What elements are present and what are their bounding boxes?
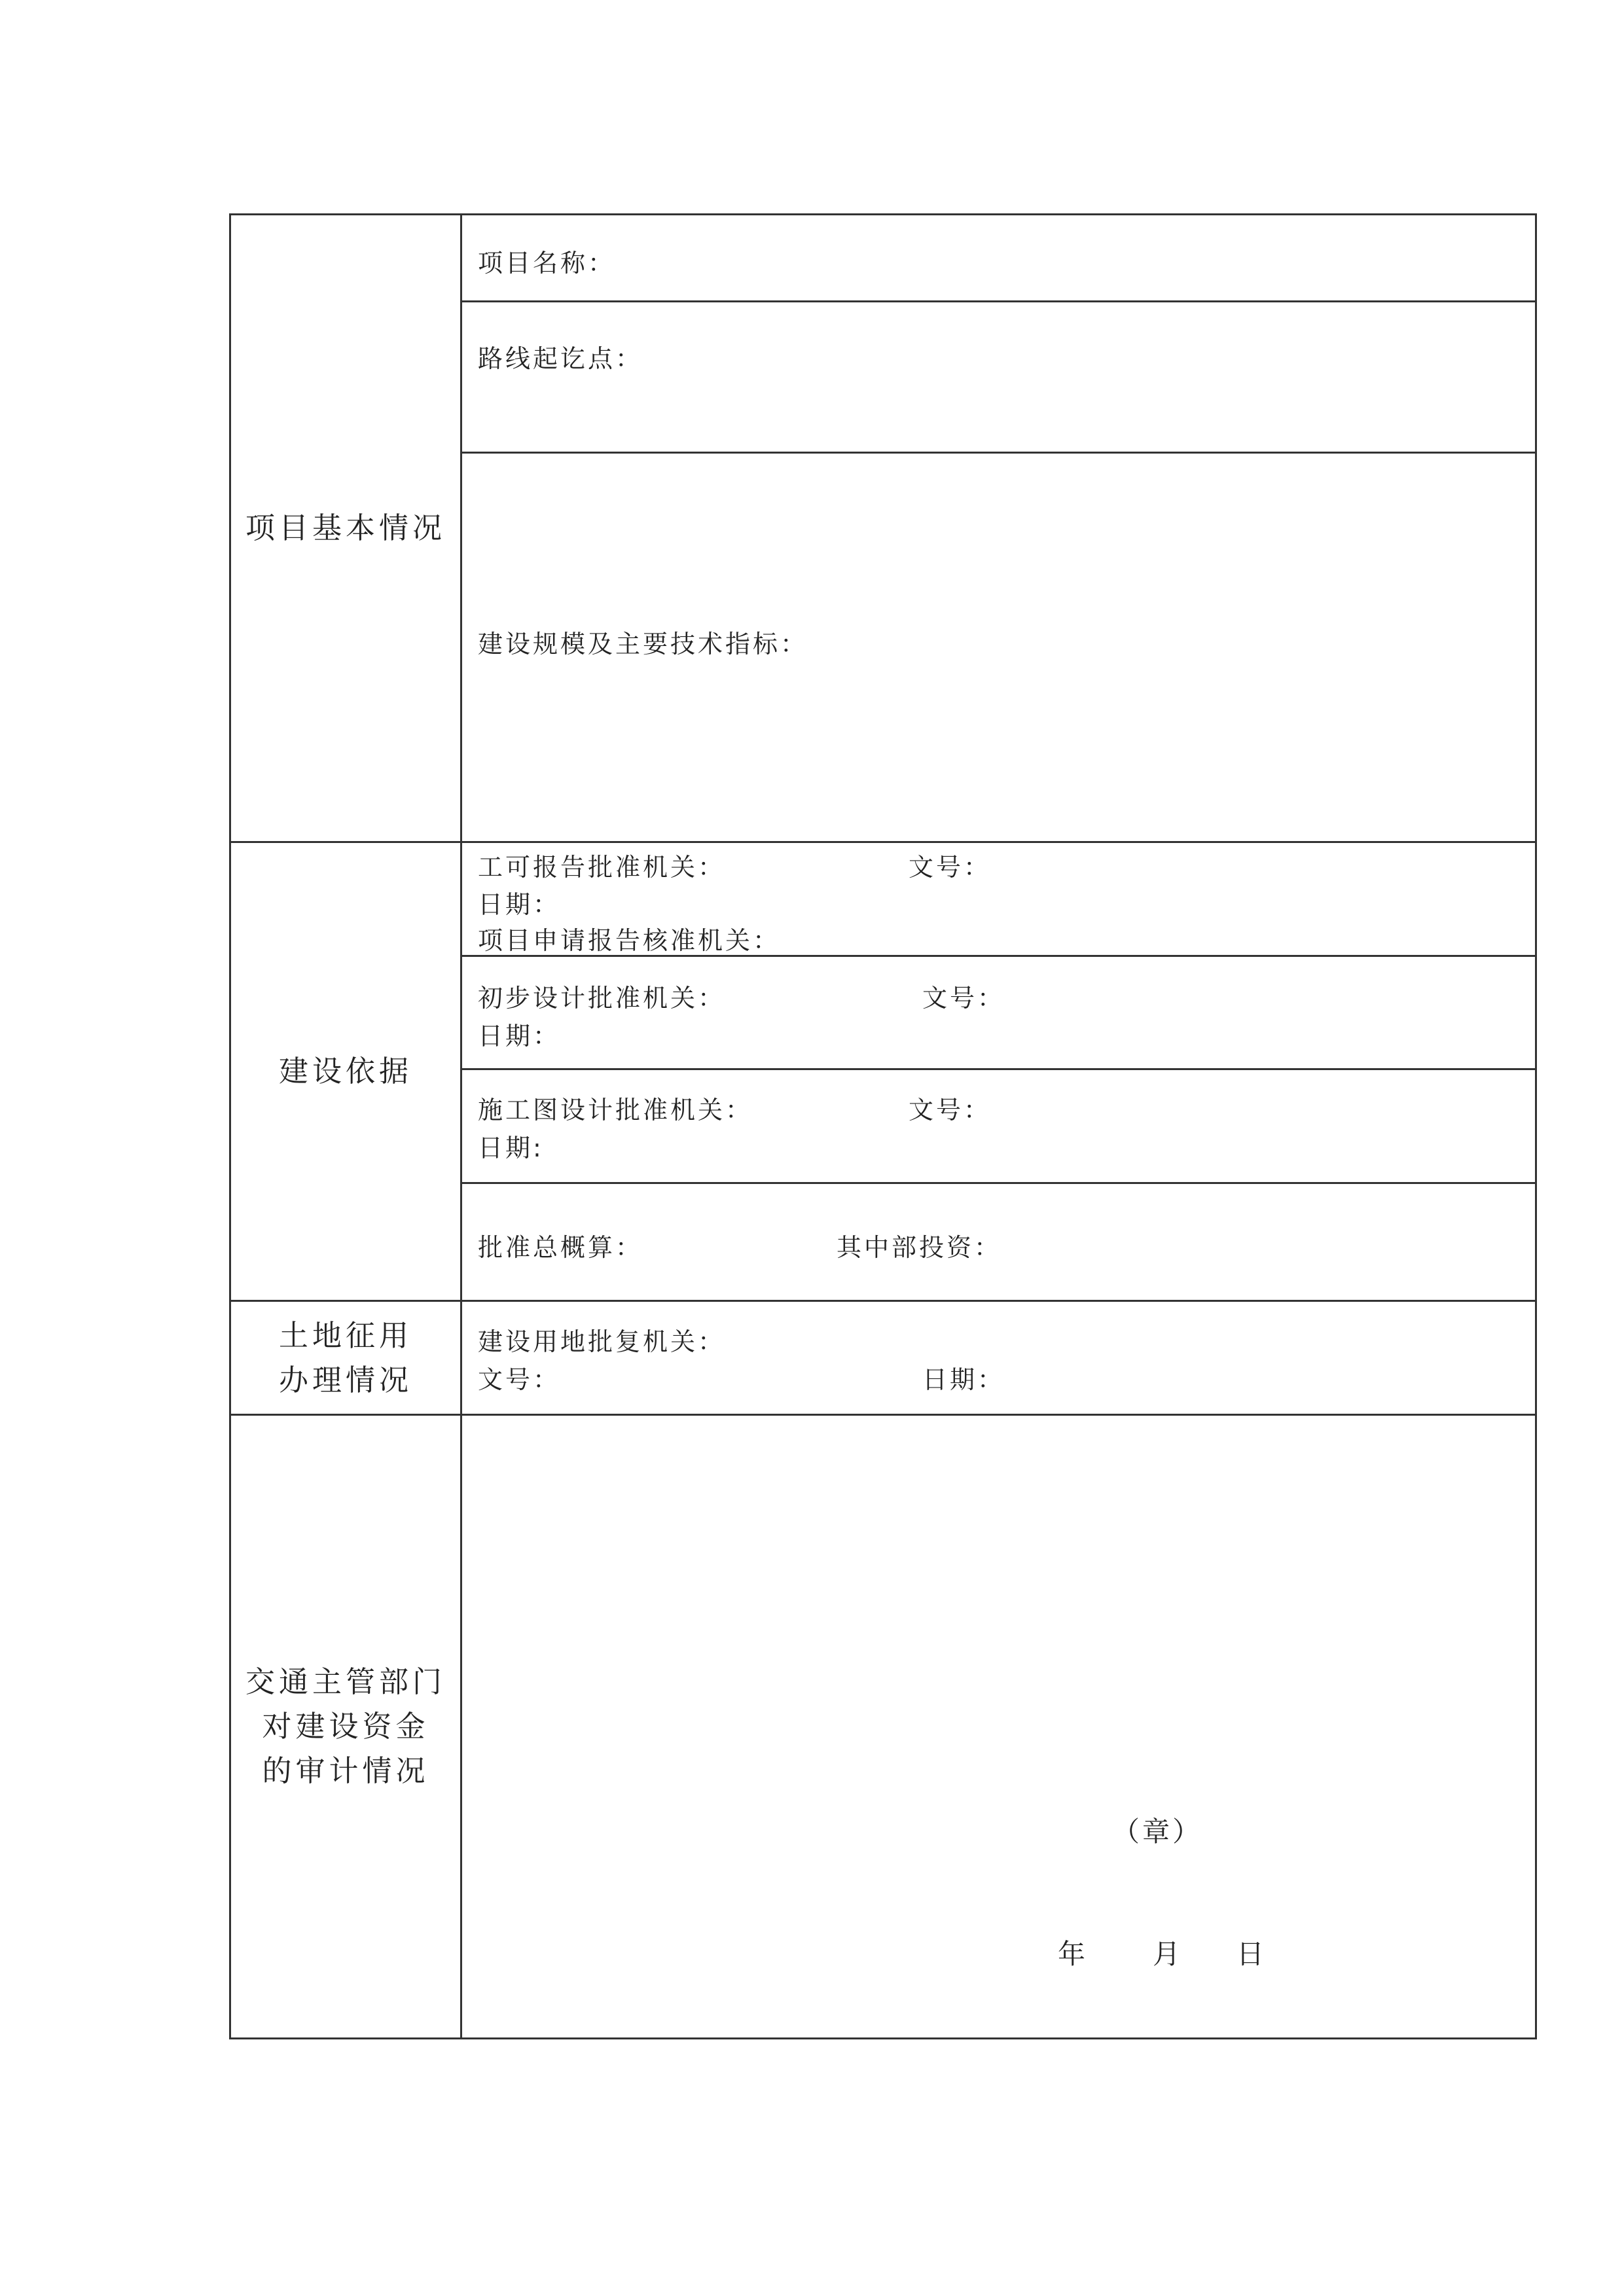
date-day-label: 日	[1236, 1938, 1267, 1970]
feasibility-cell[interactable]	[461, 842, 1536, 956]
ministry-investment-label: 其中部投资：	[837, 1233, 1002, 1262]
audit-label-line1: 交通主管部门	[245, 1664, 446, 1699]
land-label-cell	[230, 1301, 461, 1415]
land-date-label: 日期：	[922, 1365, 1005, 1394]
audit-label-line2: 对建设资金	[262, 1709, 429, 1744]
basic-info-label: 项目基本情况	[245, 511, 446, 545]
audit-label-cell	[230, 1415, 461, 2039]
drawing-doc-no-label: 文号：	[909, 1096, 992, 1124]
basis-label: 建设依据	[278, 1054, 412, 1088]
route-label: 路线起讫点：	[478, 344, 643, 373]
audit-label-line3: 的审计情况	[262, 1753, 429, 1788]
feasibility-date-label: 日期：	[478, 890, 561, 919]
basic-info-label-cell	[230, 215, 461, 842]
drawing-authority-label: 施工图设计批准机关：	[478, 1096, 753, 1124]
land-doc-no-label: 文号：	[478, 1365, 561, 1394]
scale-label: 建设规模及主要技术指标：	[478, 630, 808, 658]
date-year-label: 年	[1058, 1938, 1089, 1970]
construction-drawing-cell[interactable]	[461, 1069, 1536, 1183]
land-label-line2: 办理情况	[278, 1362, 412, 1397]
route-cell[interactable]	[461, 302, 1536, 453]
preliminary-doc-no-label: 文号：	[922, 984, 1005, 1013]
drawing-date-label: 日期:	[478, 1134, 544, 1162]
basis-label-cell	[230, 842, 461, 1301]
preliminary-design-cell[interactable]	[461, 956, 1536, 1069]
date-month-label: 月	[1153, 1938, 1183, 1970]
application-authority-label: 项目申请报告核准机关：	[478, 926, 781, 955]
preliminary-authority-label: 初步设计批准机关：	[478, 984, 726, 1013]
feasibility-authority-label: 工可报告批准机关：	[478, 853, 726, 882]
land-label-line1: 土地征用	[278, 1318, 412, 1353]
project-name-cell[interactable]	[461, 215, 1536, 302]
audit-cell[interactable]	[461, 1415, 1536, 2039]
project-info-form	[229, 213, 1537, 2039]
seal-placeholder: （章）	[1112, 1816, 1203, 1848]
scale-cell[interactable]	[461, 453, 1536, 842]
feasibility-doc-no-label: 文号：	[909, 853, 992, 882]
land-cell[interactable]	[461, 1301, 1536, 1415]
budget-cell[interactable]	[461, 1183, 1536, 1301]
land-authority-label: 建设用地批复机关：	[478, 1327, 726, 1356]
project-name-label: 项目名称：	[478, 249, 616, 278]
preliminary-date-label: 日期：	[478, 1022, 561, 1050]
total-budget-label: 批准总概算：	[478, 1233, 643, 1262]
